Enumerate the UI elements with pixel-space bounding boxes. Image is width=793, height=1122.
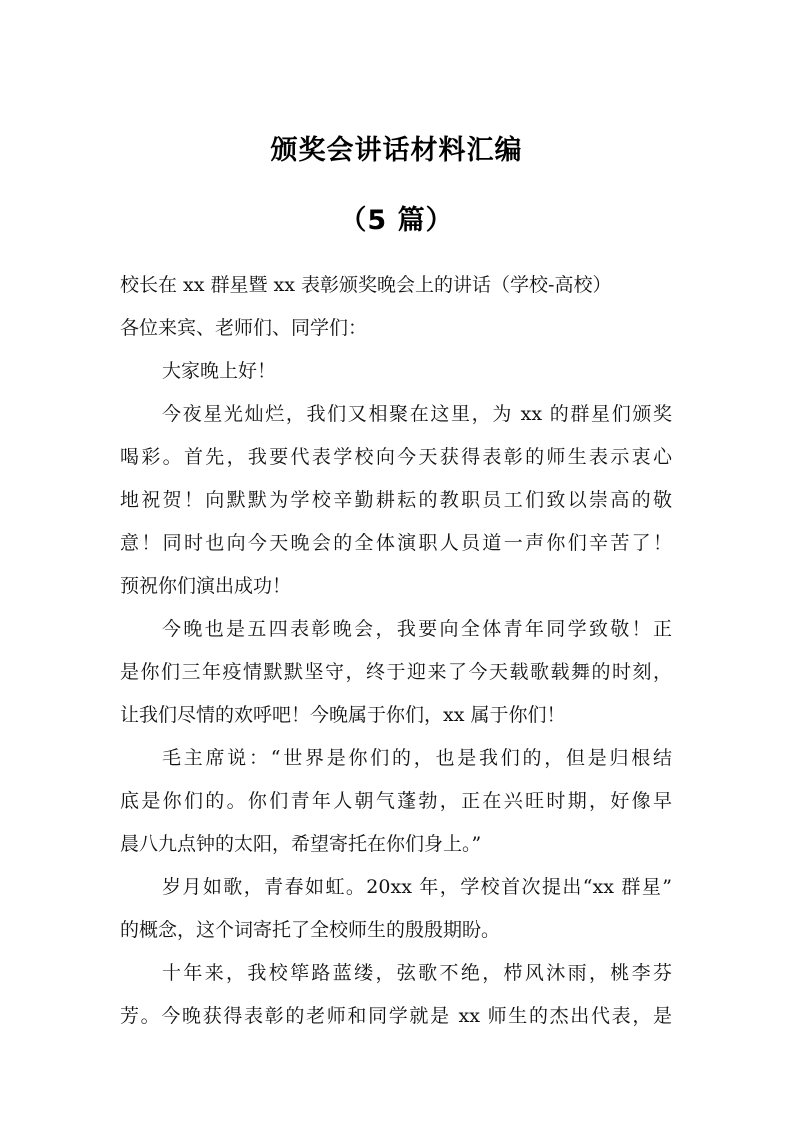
paragraph-line: 大家晚上好！: [162, 360, 277, 382]
paragraph-line: 是你们三年疫情默默坚守，终于迎来了今天载歌载舞的时刻，: [120, 661, 672, 683]
paragraph-line: 意！同时也向今天晚会的全体演职人员道一声你们辛苦了！: [120, 532, 672, 554]
paragraph-line: 岁月如歌，青春如虹。20xx 年，学校首次提出“xx 群星”: [162, 876, 672, 898]
paragraph-line: 的概念，这个词寄托了全校师生的殷殷期盼。: [120, 919, 501, 941]
paragraph-line: 地祝贺！向默默为学校辛勤耕耘的教职员工们致以崇高的敬: [120, 489, 672, 511]
paragraph-line: 毛主席说：“世界是你们的，也是我们的，但是归根结: [162, 747, 672, 769]
paragraph-line: 预祝你们演出成功！: [120, 575, 292, 597]
paragraph-line: 晨八九点钟的太阳，希望寄托在你们身上。”: [120, 833, 482, 855]
paragraph-line: 今夜星光灿烂，我们又相聚在这里，为 xx 的群星们颁奖: [162, 403, 672, 425]
document-subtitle: （5 篇）: [339, 205, 454, 236]
paragraph-line: 芳。今晚获得表彰的老师和同学就是 xx 师生的杰出代表，是: [120, 1005, 672, 1027]
paragraph-line: 今晚也是五四表彰晚会，我要向全体青年同学致敬！正: [162, 618, 672, 640]
salutation: 各位来宾、老师们、同学们：: [120, 317, 368, 339]
paragraph-line: 喝彩。首先，我要代表学校向今天获得表彰的师生表示衷心: [120, 446, 672, 468]
document-title: 颁奖会讲话材料汇编: [270, 135, 523, 166]
speech-heading: 校长在 xx 群星暨 xx 表彰颁奖晚会上的讲话（学校-高校）: [120, 274, 612, 296]
paragraph-line: 十年来，我校筚路蓝缕，弦歌不绝，栉风沐雨，桃李芬: [162, 962, 672, 984]
paragraph-line: 底是你们的。你们青年人朝气蓬勃，正在兴旺时期，好像早: [120, 790, 672, 812]
paragraph-line: 让我们尽情的欢呼吧！今晚属于你们，xx 属于你们！: [120, 704, 566, 726]
